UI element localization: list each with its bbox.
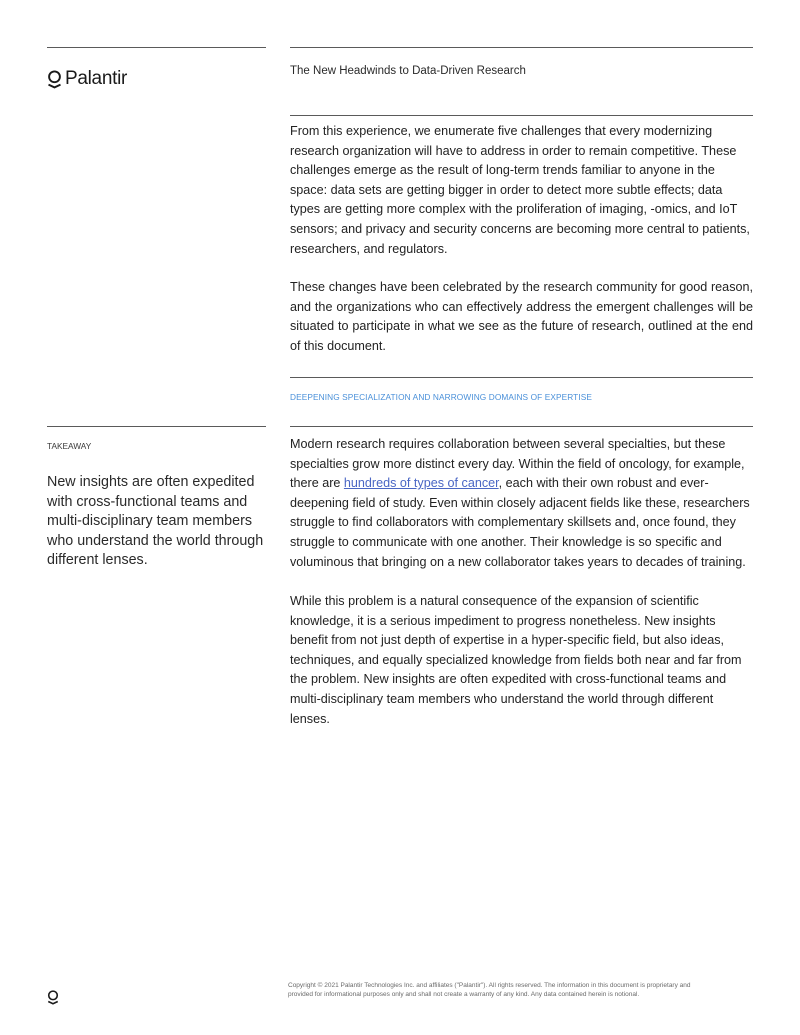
palantir-logo-icon: [47, 70, 62, 89]
intro-paragraph-2: These changes have been celebrated by the research community for good reason, and the organizations who can effectively address the emergent challenges will be situated to participate in what we see as the future of research, outlined at the end of this document.: [290, 280, 753, 353]
paragraph-text: , each with their own robust and ever-deepening field of study. Even within closely adjacent fields like these, researchers struggle to find collaborators with complementary skillsets and, once found, they struggle to communicate with one another. Their knowledge is so specific and voluminous that bringing on a new collaborator takes years to decades of training.: [290, 476, 750, 569]
palantir-mark-icon: [47, 990, 59, 1005]
section-rule-bottom: [290, 426, 753, 427]
brand-name: Palantir: [65, 68, 128, 89]
paragraph-text: Modern research requires collaboration between several specialties, but these specialties grow more distinct every day. Within the field of oncology, for example, there are: [290, 437, 745, 491]
section-paragraph-1: [290, 435, 753, 572]
header-rule-right: [290, 47, 753, 48]
intro-rule: [290, 115, 753, 116]
takeaway-text: New insights are often expedited with cross-functional teams and multi-disciplinary team members who understand the world through different lenses.: [47, 474, 264, 569]
cancer-types-link[interactable]: hundreds of types of cancer: [343, 476, 499, 491]
takeaway-label: TAKEAWAY: [47, 441, 92, 451]
footer-logo: [47, 990, 59, 1010]
section-rule-top: [290, 377, 753, 378]
header-rule-left: [47, 47, 266, 48]
intro-paragraph-1: From this experience, we enumerate five challenges that every modernizing research organization will have to address in order to remain competitive. These challenges emerge as the result of long-term trends familiar to anyone in the space: data sets are getting bigger in order to detect more subtle effects; data types are getting more complex with the proliferation of imaging, -omics, and IoT sensors; and privacy and security concerns are becoming more central to patients, researchers, and regulators.: [290, 124, 750, 256]
takeaway-rule: [47, 426, 266, 427]
section-paragraph-2: While this problem is a natural consequence of the expansion of scientific knowledge, it is a serious impediment to progress nonetheless. New insights benefit from not just depth of expertise in a hyper-specific field, but also ideas, techniques, and equally specialized knowledge from fields both near and far from the problem. New insights are often expedited with cross-functional teams and multi-disciplinary team members who understand the world through different lenses.: [290, 594, 742, 726]
copyright-notice: Copyright © 2021 Palantir Technologies Inc. and affiliates ("Palantir"). All rights reserved. The information in this document is proprietary and provided for informational purposes only and shall not create a warranty of any kind. Any data contained herein is notional.: [288, 982, 691, 998]
brand-logo: [47, 68, 127, 90]
section-heading: DEEPENING SPECIALIZATION AND NARROWING DOMAINS OF EXPERTISE: [290, 392, 593, 402]
page-title: The New Headwinds to Data-Driven Research: [290, 65, 526, 77]
